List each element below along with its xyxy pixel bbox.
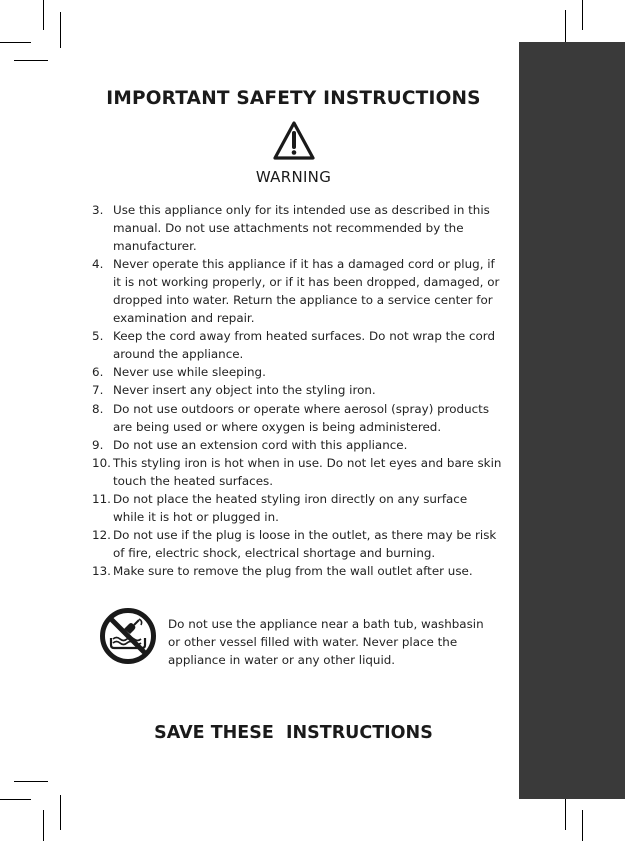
warning-triangle-icon [272,120,316,162]
no-water-icon [99,607,157,665]
crop-mark [14,781,48,782]
item-text: Keep the cord away from heated surfaces. Do not wrap the cord around the appliance. [113,329,496,362]
item-number: 4. [92,257,104,272]
crop-mark [582,810,583,841]
item-number: 8. [92,401,104,416]
instruction-list [92,201,502,580]
list-item [92,381,502,399]
item-number: 12. [92,527,111,542]
list-item [92,400,502,436]
water-notice: Do not use the appliance near a bath tub, washbasin or other vessel filled with water. Never place the appliance in water or any other liquid. [168,617,484,668]
item-text: Make sure to remove the plug from the wall outlet after use. [113,563,473,578]
item-text: Do not place the heated styling iron directly on any surface while it is hot or plugged in. [113,491,468,524]
list-item [92,436,502,454]
item-text: Never operate this appliance if it has a damaged cord or plug, if it is not working properly, or if it has been dropped, damaged, or dropped into water. Return the appliance to a service center for examination and repair. [113,257,500,326]
crop-mark [60,795,61,830]
list-item [92,562,502,580]
item-number: 13. [92,563,111,578]
list-item [92,526,502,562]
item-text: This styling iron is hot when in use. Do not let eyes and bare skin touch the heated surfaces. [113,455,502,488]
list-item [92,490,502,526]
list-item [92,454,502,490]
item-text: Never use while sleeping. [113,365,266,380]
crop-mark [582,0,583,30]
list-item [92,255,502,327]
item-text: Do not use outdoors or operate where aerosol (spray) products are being used or where oxygen is being administered. [113,401,490,434]
item-number: 6. [92,365,104,380]
item-number: 9. [92,437,104,452]
item-number: 11. [92,491,111,506]
list-item [92,363,502,381]
item-number: 7. [92,383,104,398]
crop-mark [14,60,48,61]
item-text: Use this appliance only for its intended use as described in this manual. Do not use attachments not recommended by the manufacturer. [113,203,490,254]
crop-mark [43,810,44,841]
crop-mark [0,42,31,43]
page-title: IMPORTANT SAFETY INSTRUCTIONS [106,88,481,109]
item-text: Do not use if the plug is loose in the outlet, as there may be risk of fire, electric shock, electrical shortage and burning. [113,527,497,560]
crop-mark [60,12,61,48]
crop-mark [565,795,566,830]
item-text: Never insert any object into the styling iron. [113,383,376,398]
side-tab [519,42,625,799]
list-item [92,327,502,363]
list-item [92,201,502,255]
crop-mark [0,799,31,800]
crop-mark [43,0,44,30]
item-number: 5. [92,329,104,344]
warning-label: WARNING [255,168,332,186]
item-number: 10. [92,455,111,470]
item-text: Do not use an extension cord with this appliance. [113,437,408,452]
item-number: 3. [92,203,104,217]
footer-title: SAVE THESE INSTRUCTIONS [154,723,433,743]
